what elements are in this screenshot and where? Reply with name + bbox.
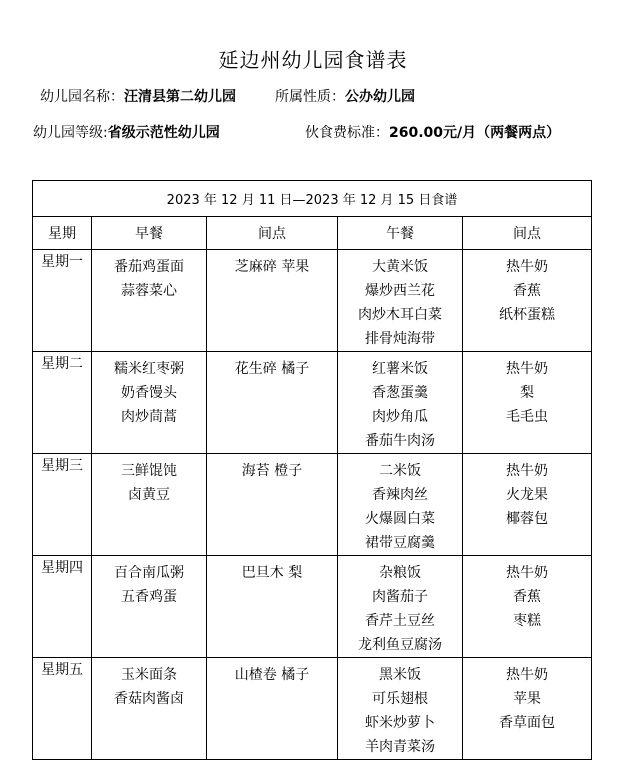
menu-item: 肉炒木耳白菜: [358, 307, 442, 323]
weekday-cell: 星期三: [33, 454, 92, 556]
lunch-cell: [338, 250, 463, 352]
kindergarten-grade-value: 省级示范性幼儿园: [107, 125, 220, 141]
menu-item: 火爆圆白菜: [365, 511, 435, 527]
weekday-cell: 星期一: [33, 250, 92, 352]
menu-item: 卤黄豆: [128, 487, 170, 503]
menu-item: 热牛奶: [506, 565, 549, 581]
menu-item: 巴旦木 梨: [241, 565, 303, 581]
menu-item: 香辣肉丝: [372, 487, 428, 503]
menu-item: 椰蓉包: [506, 511, 549, 527]
header-breakfast: 早餐: [92, 217, 207, 250]
kindergarten-name-label: 幼儿园名称：: [40, 89, 124, 105]
menu-item: 羊肉青菜汤: [365, 739, 435, 755]
menu-item: 奶香馒头: [121, 385, 177, 401]
morning-snack-cell: [207, 658, 338, 760]
weekday-cell: 星期五: [33, 658, 92, 760]
afternoon-snack-cell: [463, 250, 592, 352]
menu-item: 肉酱茄子: [372, 589, 428, 605]
meal-fee-label: 伙食费标准：: [305, 125, 389, 141]
lunch-cell: [338, 658, 463, 760]
menu-item: 肉炒角瓜: [372, 409, 428, 425]
table-row: [33, 250, 592, 352]
morning-snack-cell: [207, 250, 338, 352]
lunch-cell: [338, 454, 463, 556]
kindergarten-grade-label: 幼儿园等级:: [33, 125, 108, 141]
table-row: [33, 658, 592, 760]
afternoon-snack-cell: [463, 352, 592, 454]
breakfast-cell: [92, 454, 207, 556]
menu-item: 大黄米饭: [372, 259, 428, 275]
lunch-cell: [338, 352, 463, 454]
menu-item: 玉米面条: [121, 667, 177, 683]
menu-item: 红薯米饭: [372, 361, 428, 377]
menu-item: 可乐翅根: [372, 691, 428, 707]
menu-item: 香葱蛋羹: [372, 385, 428, 401]
menu-item: 三鲜馄饨: [121, 463, 177, 479]
weekday-cell: 星期四: [33, 556, 92, 658]
lunch-cell: [338, 556, 463, 658]
menu-item: 热牛奶: [506, 667, 549, 683]
header-weekday: 星期: [33, 217, 92, 250]
menu-item: 香菇肉酱卤: [114, 691, 184, 707]
breakfast-cell: [92, 352, 207, 454]
menu-item: 香蕉: [513, 283, 542, 299]
kindergarten-nature: [275, 86, 415, 106]
menu-item: 苹果: [513, 691, 542, 707]
afternoon-snack-cell: [463, 658, 592, 760]
menu-item: 肉炒茼蒿: [121, 409, 177, 425]
breakfast-cell: [92, 556, 207, 658]
morning-snack-cell: [207, 454, 338, 556]
menu-item: 杂粮饭: [379, 565, 421, 581]
menu-item: 香芹土豆丝: [365, 613, 435, 629]
afternoon-snack-cell: [463, 556, 592, 658]
meal-fee-standard: [305, 122, 560, 142]
menu-item: 海苔 橙子: [241, 463, 303, 479]
page-title: 延边州幼儿园食谱表: [218, 48, 408, 72]
kindergarten-grade: [33, 122, 220, 142]
menu-item: 百合南瓜粥: [114, 565, 184, 581]
menu-item: 花生碎 橘子: [234, 361, 310, 377]
kindergarten-nature-value: 公办幼儿园: [345, 89, 415, 105]
table-row: [33, 454, 592, 556]
menu-item: 热牛奶: [506, 463, 549, 479]
menu-item: 排骨炖海带: [365, 331, 435, 347]
menu-item: 爆炒西兰花: [365, 283, 435, 299]
kindergarten-name-value: 汪清县第二幼儿园: [124, 89, 236, 105]
menu-item: 黑米饭: [379, 667, 421, 683]
menu-item: 火龙果: [506, 487, 549, 503]
menu-item: 虾米炒萝卜: [365, 715, 435, 731]
menu-item: 热牛奶: [506, 361, 549, 377]
menu-item: 番茄牛肉汤: [365, 433, 435, 449]
menu-item: 龙利鱼豆腐汤: [358, 637, 442, 653]
menu-item: 纸杯蛋糕: [499, 307, 556, 323]
menu-item: 香草面包: [499, 715, 556, 731]
menu-date-range: 2023 年 12 月 11 日—2023 年 12 月 15 日食谱: [33, 181, 592, 217]
menu-item: 二米饭: [379, 463, 421, 479]
morning-snack-cell: [207, 556, 338, 658]
breakfast-cell: [92, 250, 207, 352]
kindergarten-nature-label: 所属性质：: [275, 89, 345, 105]
menu-item: 热牛奶: [506, 259, 549, 275]
morning-snack-cell: [207, 352, 338, 454]
menu-item: 山楂卷 橘子: [234, 667, 310, 683]
menu-item: 糯米红枣粥: [114, 361, 184, 377]
menu-item: 裙带豆腐羹: [365, 535, 435, 551]
breakfast-cell: [92, 658, 207, 760]
afternoon-snack-cell: [463, 454, 592, 556]
menu-item: 枣糕: [513, 613, 542, 629]
table-row: [33, 556, 592, 658]
table-row: [33, 352, 592, 454]
header-snack-morning: 间点: [207, 217, 338, 250]
weekday-cell: 星期二: [33, 352, 92, 454]
menu-item: 香蕉: [513, 589, 542, 605]
menu-item: 五香鸡蛋: [121, 589, 177, 605]
header-snack-afternoon: 间点: [463, 217, 592, 250]
menu-item: 芝麻碎 苹果: [234, 259, 310, 275]
menu-table: [32, 180, 592, 760]
menu-item: 毛毛虫: [506, 409, 549, 425]
kindergarten-name: [40, 86, 236, 106]
meal-fee-value: 260.00元/月（两餐两点）: [389, 125, 561, 141]
menu-item: 梨: [520, 385, 535, 401]
menu-item: 蒜蓉菜心: [121, 283, 177, 299]
header-lunch: 午餐: [338, 217, 463, 250]
menu-item: 番茄鸡蛋面: [114, 259, 184, 275]
